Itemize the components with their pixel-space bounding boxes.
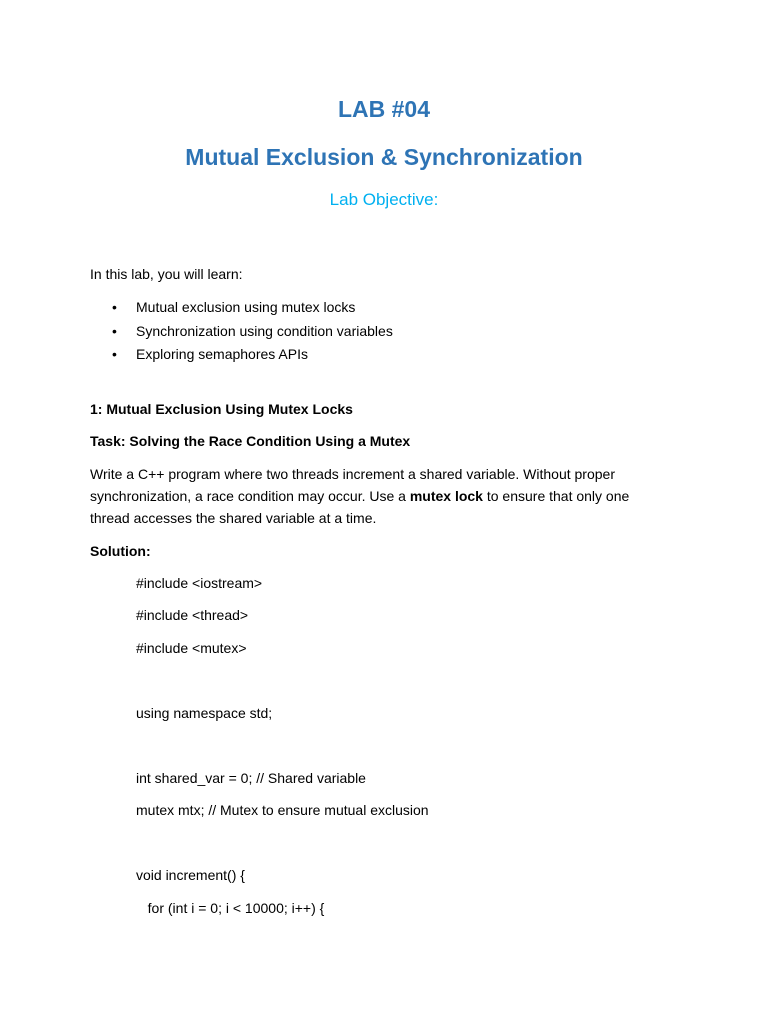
code-line: #include <thread>	[136, 607, 249, 623]
code-line: mutex mtx; // Mutex to ensure mutual exclusion	[136, 802, 429, 818]
intro-text: In this lab, you will learn:	[90, 266, 243, 282]
list-item-text: Synchronization using condition variables	[136, 322, 393, 339]
code-line: #include <mutex>	[136, 640, 247, 656]
section-heading: 1: Mutual Exclusion Using Mutex Locks	[90, 401, 353, 417]
paragraph-text: synchronization, a race condition may occur. Use a	[90, 488, 410, 504]
mutex-lock-emphasis: mutex lock	[409, 488, 483, 504]
lab-objective-heading: Lab Objective:	[329, 190, 439, 209]
list-item	[112, 320, 393, 344]
paragraph-line: thread accesses the shared variable at a time.	[90, 510, 377, 526]
bullet-icon: •	[112, 322, 117, 339]
bullet-icon: •	[112, 299, 117, 315]
paragraph-line	[90, 485, 680, 507]
task-description	[90, 463, 680, 529]
list-item	[112, 343, 393, 367]
solution-label: Solution:	[90, 543, 151, 559]
paragraph-text: to ensure that only one	[482, 488, 630, 504]
code-line: int shared_var = 0; // Shared variable	[136, 770, 366, 786]
code-line: for (int i = 0; i < 10000; i++) {	[136, 900, 325, 916]
list-item-text: Exploring semaphores APIs	[136, 346, 308, 362]
code-line: #include <iostream>	[136, 575, 263, 591]
list-item-text: Mutual exclusion using mutex locks	[136, 299, 356, 315]
lab-title-heading: Mutual Exclusion & Synchronization	[185, 144, 583, 170]
objectives-list	[112, 296, 393, 367]
task-heading: Task: Solving the Race Condition Using a Mutex	[90, 433, 411, 449]
bullet-icon: •	[112, 346, 117, 362]
code-line: void increment() {	[136, 867, 245, 883]
list-item	[112, 296, 393, 320]
paragraph-line: Write a C++ program where two threads increment a shared variable. Without proper	[90, 466, 615, 482]
lab-number-heading: LAB #04	[337, 96, 431, 122]
code-line: using namespace std;	[136, 705, 273, 721]
